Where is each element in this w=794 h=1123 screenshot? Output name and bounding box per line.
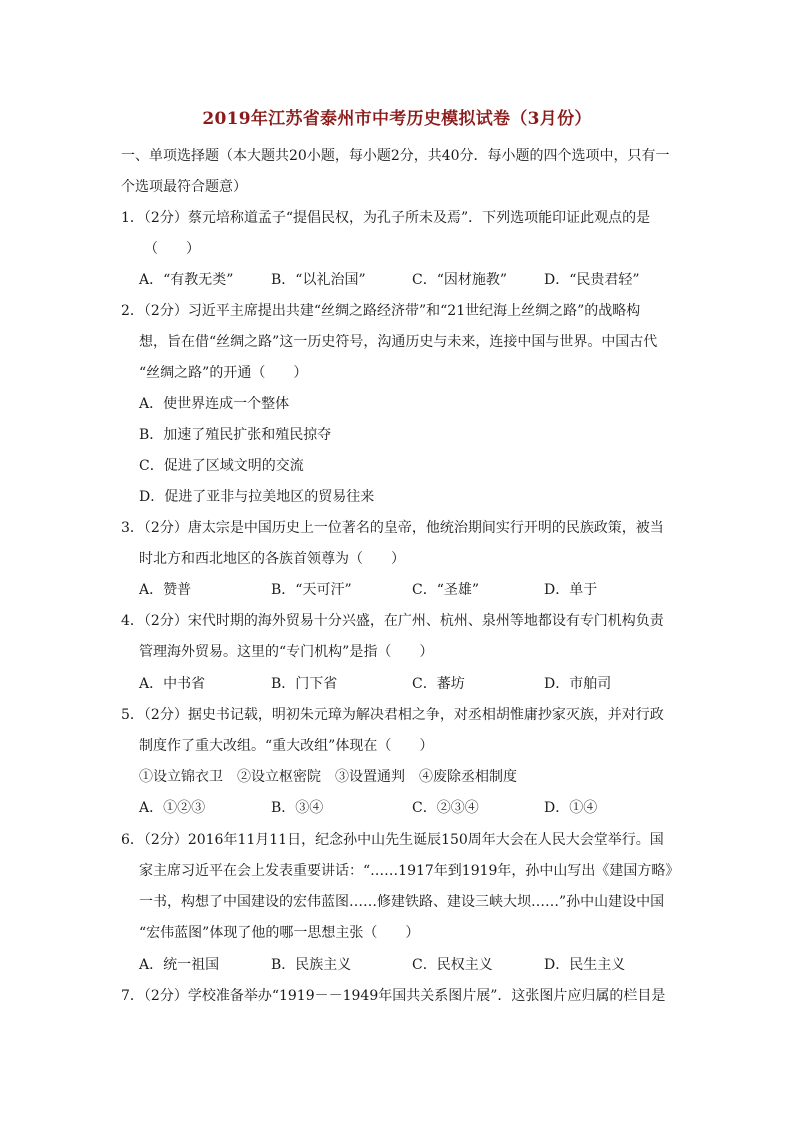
exam-title: 2019年江苏省泰州市中考历史模拟试卷（3月份） (202, 109, 592, 129)
question-3-option-d: D．单于 (544, 582, 598, 598)
question-4-option-a: A．中书省 (139, 676, 206, 692)
question-4-option-b: B．门下省 (271, 676, 338, 692)
question-5-text: 制度作了重大改组。“重大改组”体现在（ ） (139, 738, 434, 754)
question-4-option-d: D．市舶司 (544, 676, 612, 692)
question-5-option-b: B．③④ (271, 800, 324, 816)
question-5-text: 5．（2分）据史书记载，明初朱元璋为解决君相之争，对丞相胡惟庸抄家灭族，并对行政 (121, 707, 664, 723)
question-2-text: “丝绸之路”的开通（ ） (139, 365, 308, 381)
question-6-text: 家主席习近平在会上发表重要讲话：“……1917年到1919年，孙中山写出《建国方略》 (139, 863, 680, 879)
question-4-option-c: C．蕃坊 (412, 676, 465, 692)
question-6-text: 一书，构想了中国建设的宏伟蓝图……修建铁路、建设三峡大坝……”孙中山建设中国 (139, 894, 665, 910)
question-2-option-b: B．加速了殖民扩张和殖民掠夺 (139, 427, 332, 443)
question-2-text: 想，旨在借“丝绸之路”这一历史符号，沟通历史与未来，连接中国与世界。中国古代 (139, 334, 658, 350)
question-3-option-c: C．“圣雄” (412, 582, 480, 598)
question-2-option-a: A．使世界连成一个整体 (139, 396, 290, 412)
question-6-text: 6．（2分）2016年11月11日，纪念孙中山先生诞辰150周年大会在人民大会堂举行。国 (121, 832, 664, 848)
section-heading-line-2: 个选项最符合题意） (121, 179, 247, 195)
question-5-option-a: A．①②③ (139, 800, 206, 816)
question-1-option-c: C．“因材施教” (412, 272, 508, 288)
question-1-option-a: A．“有教无类” (139, 272, 234, 288)
question-3-text: 时北方和西北地区的各族首领尊为（ ） (139, 551, 405, 567)
question-6-option-c: C．民权主义 (412, 957, 493, 973)
question-2-option-c: C．促进了区域文明的交流 (139, 458, 304, 474)
question-5-statements: ①设立锦衣卫 ②设立枢密院 ③设置通判 ④废除丞相制度 (139, 769, 517, 785)
question-1-text: （ ） (144, 241, 200, 257)
section-heading-line-1: 一、单项选择题（本大题共20小题，每小题2分，共40分．每小题的四个选项中，只有一 (121, 148, 670, 164)
question-3-text: 3．（2分）唐太宗是中国历史上一位著名的皇帝，他统治期间实行开明的民族政策，被当 (121, 520, 664, 536)
question-6-text: “宏伟蓝图”体现了他的哪一思想主张（ ） (139, 925, 420, 941)
question-2-text: 2．（2分）习近平主席提出共建“丝绸之路经济带”和“21世纪海上丝绸之路”的战略构 (121, 303, 641, 319)
question-6-option-b: B．民族主义 (271, 957, 352, 973)
question-5-option-c: C．②③④ (412, 800, 479, 816)
question-2-option-d: D．促进了亚非与拉美地区的贸易往来 (139, 489, 375, 505)
question-1-option-d: D．“民贵君轻” (544, 272, 640, 288)
question-3-option-b: B．“天可汗” (271, 582, 352, 598)
question-4-text: 管理海外贸易。这里的“专门机构”是指（ ） (139, 644, 434, 660)
question-1-option-b: B．“以礼治国” (271, 272, 366, 288)
question-4-text: 4．（2分）宋代时期的海外贸易十分兴盛，在广州、杭州、泉州等地都设有专门机构负责 (121, 613, 664, 629)
question-1-text: 1．（2分）蔡元培称道孟子“提倡民权，为孔子所未及焉”．下列选项能印证此观点的是 (121, 210, 651, 226)
question-6-option-d: D．民生主义 (544, 957, 626, 973)
question-6-option-a: A．统一祖国 (139, 957, 220, 973)
question-3-option-a: A．赞普 (139, 582, 192, 598)
question-7-text: 7．（2分）学校准备举办“1919－－1949年国共关系图片展”．这张图片应归属的栏目是 (121, 988, 666, 1004)
question-5-option-d: D．①④ (544, 800, 598, 816)
